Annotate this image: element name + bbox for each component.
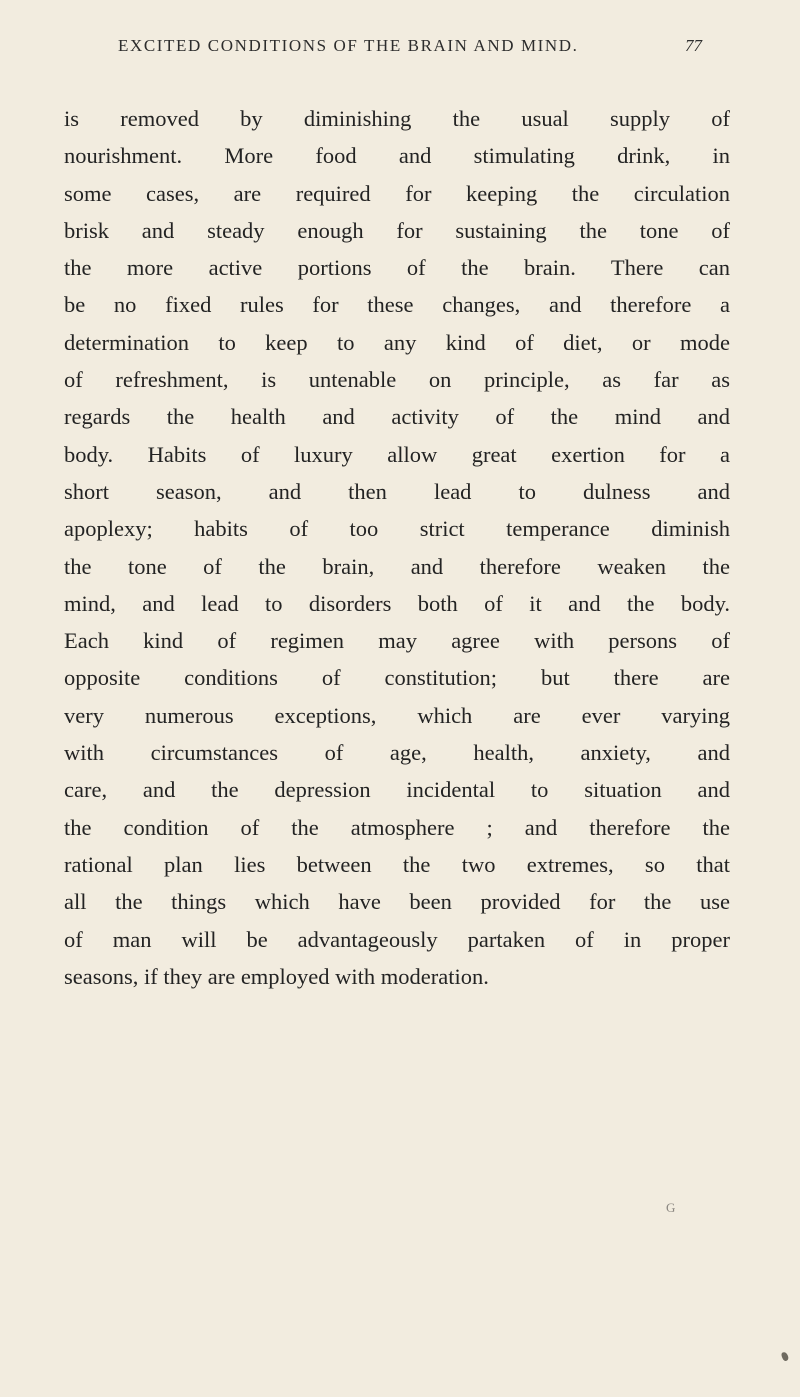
text-line: apoplexy; habits of too strict temperance diminish <box>64 516 730 542</box>
text-line: of man will be advantageously partaken of in proper <box>64 926 730 952</box>
text-line: all the things which have been provided for the use <box>64 889 730 915</box>
text-line: some cases, are required for keeping the circulation <box>64 180 730 206</box>
body-text <box>64 100 730 995</box>
text-line: be no fixed rules for these changes, and therefore a <box>64 292 730 318</box>
text-line: very numerous exceptions, which are ever varying <box>64 702 730 728</box>
signature-mark: G <box>666 1200 676 1215</box>
text-line: the condition of the atmosphere ; and therefore the <box>64 814 730 840</box>
text-line: is removed by diminishing the usual supply of <box>64 106 730 131</box>
running-title: EXCITED CONDITIONS OF THE BRAIN AND MIND. <box>118 36 579 55</box>
text-line: determination to keep to any kind of diet, or mode <box>64 329 730 355</box>
text-line: care, and the depression incidental to situation and <box>64 777 730 803</box>
text-line: opposite conditions of constitution; but there are <box>64 665 730 691</box>
running-head <box>118 36 702 60</box>
text-line: regards the health and activity of the mind and <box>64 404 730 430</box>
text-line: with circumstances of age, health, anxiety, and <box>64 740 730 766</box>
text-line: mind, and lead to disorders both of it and the body. <box>64 590 730 616</box>
text-line: the tone of the brain, and therefore weaken the <box>64 553 730 579</box>
text-line: rational plan lies between the two extremes, so that <box>64 851 730 877</box>
ink-speck <box>781 1351 790 1362</box>
text-line: brisk and steady enough for sustaining the tone of <box>64 217 730 243</box>
text-line: seasons, if they are employed with moderation. <box>64 963 489 989</box>
text-line: short season, and then lead to dulness and <box>64 478 730 504</box>
text-line: Each kind of regimen may agree with persons of <box>64 628 730 654</box>
text-line: nourishment. More food and stimulating drink, in <box>64 143 730 169</box>
text-line: the more active portions of the brain. There can <box>64 255 730 281</box>
text-line: body. Habits of luxury allow great exertion for a <box>64 441 730 467</box>
text-line: of refreshment, is untenable on principle, as far as <box>64 367 730 393</box>
page-number: 77 <box>685 36 702 55</box>
